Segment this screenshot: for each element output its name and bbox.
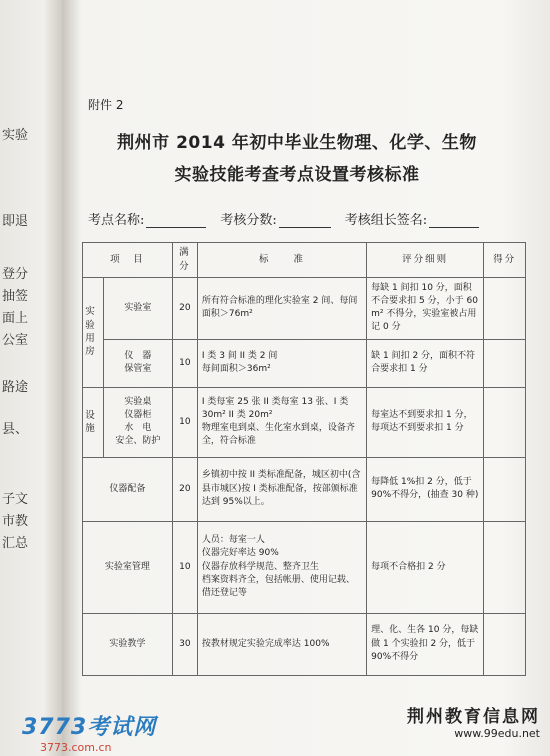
adjacent-page-text: 面上 [2,311,29,326]
group-label-facilities: 设施 [83,387,104,457]
criteria-cell: 理、化、生各 10 分，每缺做 1 个实验扣 2 分，低于 90%不得分 [367,613,484,675]
table-row [83,387,526,457]
table-row [83,277,526,339]
adjacent-page-text: 县、 [2,422,29,437]
full-score-cell: 10 [172,339,197,387]
item-cell: 实验教学 [83,613,173,675]
score-cell [484,387,526,457]
adjacent-page-text: 登分 [2,267,29,282]
url-right: www.99edu.net [454,727,540,740]
score-cell [484,613,526,675]
standard-cell: 所有符合标准的理化实验室 2 间、每间面积＞76m² [197,277,366,339]
logo-3773: 3773考试网 [22,715,157,740]
adjacent-page-text: 汇总 [2,536,29,551]
standard-cell: 乡镇初中按 II 类标准配备，城区初中(含县市城区)按 I 类标准配备，按部颁标准达到 95%以上。 [197,457,366,521]
table-row [83,613,526,675]
full-score-cell: 10 [172,521,197,613]
page-title-line-1: 荆州市 2014 年初中毕业生物理、化学、生物 [117,133,477,153]
adjacent-page-margin [0,0,62,756]
item-cell: 实验室管理 [83,521,173,613]
full-score-cell: 30 [172,613,197,675]
criteria-cell: 每降低 1%扣 2 分，低于 90%不得分，(抽查 30 种) [367,457,484,521]
score-cell [484,339,526,387]
attachment-label: 附件 2 [88,98,124,112]
header-fields [88,209,518,228]
criteria-cell: 每项不合格扣 2 分 [367,521,484,613]
table-header-row [83,243,526,278]
full-score-cell: 10 [172,387,197,457]
full-score-cell: 20 [172,457,197,521]
table-row [83,521,526,613]
item-cell: 仪器配备 [83,457,173,521]
full-score-cell: 20 [172,277,197,339]
criteria-cell: 每室达不到要求扣 1 分，每项达不到要求扣 1 分 [367,387,484,457]
group-label-lab-rooms: 实验用房 [83,277,104,387]
criteria-cell: 缺 1 间扣 2 分，面积不符合要求扣 1 分 [367,339,484,387]
table-row [83,339,526,387]
criteria-cell: 每缺 1 间扣 10 分，面积不合要求扣 5 分，小于 60 m² 不得分，实验室被占用记 0 分 [367,277,484,339]
site-name-label: 考点名称: [88,213,145,228]
header-full-score: 满分 [172,243,197,278]
document-page [62,0,550,756]
item-cell: 仪 器 保管室 [103,339,172,387]
site-watermark-left [22,710,156,754]
header-item: 项 目 [83,243,173,278]
adjacent-page-text: 即退 [2,214,29,229]
site-name-blank [146,213,206,228]
adjacent-page-text: 子文 [2,492,29,507]
adjacent-page-text: 公室 [2,333,29,348]
leader-sign-label: 考核组长签名: [344,213,428,228]
item-cell: 实验桌 仪器柜 水 电 安全、防护 [103,387,172,457]
adjacent-page-text: 路途 [2,380,29,395]
score-cell [484,521,526,613]
score-label: 考核分数: [220,213,277,228]
header-criteria: 评分细则 [367,243,484,278]
standard-cell: 人员：每室一人 仪器完好率达 90% 仪器存放科学规范、整齐卫生 档案资料齐全，包括帐册、使用记载、借还登记等 [197,521,366,613]
score-cell [484,457,526,521]
standard-cell: 按教材规定实验完成率达 100% [197,613,366,675]
adjacent-page-text: 实验 [2,128,29,143]
adjacent-page-text: 市教 [2,514,29,529]
site-watermark-right [407,702,540,740]
url-left: 3773.com.cn [40,741,112,754]
table-row [83,457,526,521]
item-cell: 实验室 [103,277,172,339]
standards-table [82,242,526,676]
header-score: 得分 [484,243,526,278]
score-cell [484,277,526,339]
header-standard: 标 准 [197,243,366,278]
adjacent-page-text: 抽签 [2,289,29,304]
score-blank [279,213,331,228]
standard-cell: I 类每室 25 张 II 类每室 13 张、I 类 30m² II 类 20m² 物理室电到桌、生化室水到桌，设备齐全，符合标准 [197,387,366,457]
page-title-line-2: 实验技能考查考点设置考核标准 [174,165,420,185]
logo-jingzhou-edu: 荆州教育信息网 [407,707,540,727]
leader-sign-blank [429,213,479,228]
standard-cell: I 类 3 间 II 类 2 间 每间面积＞36m² [197,339,366,387]
